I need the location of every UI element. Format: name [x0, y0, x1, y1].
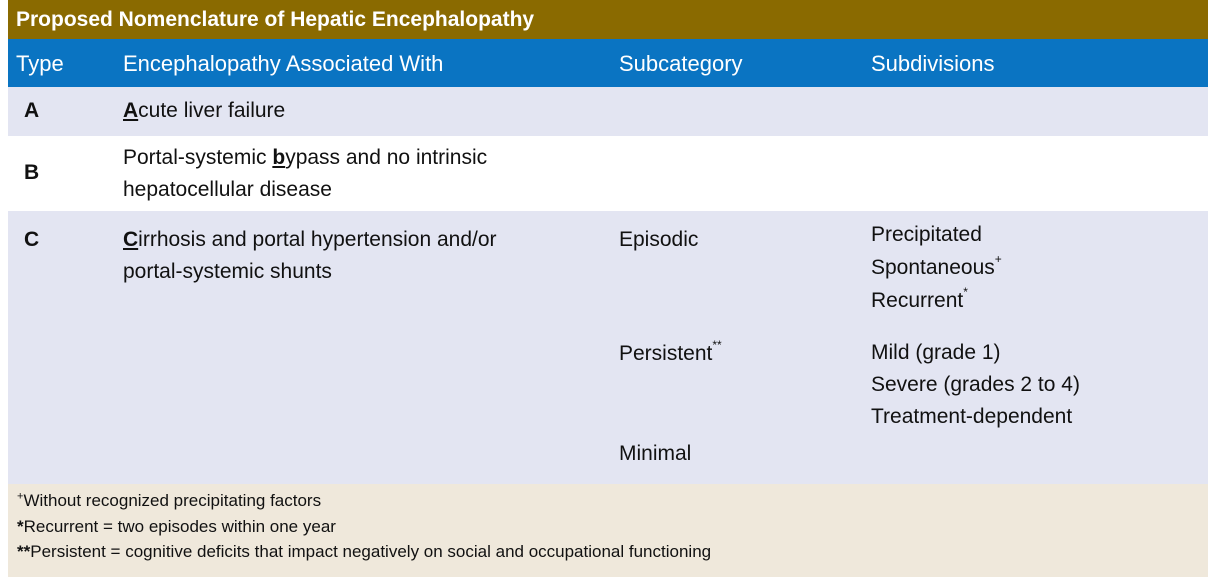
- footnote-plus: [17, 490, 321, 512]
- subdivision-treatment-dependent: Treatment-dependent: [871, 405, 1073, 428]
- subdivision-mild: Mild (grade 1): [871, 341, 1001, 364]
- subdivision-spontaneous-mark: +: [994, 252, 1002, 266]
- table-row-b: [8, 136, 1208, 211]
- footnote-star: [17, 516, 336, 538]
- footnote-double-star: [17, 541, 711, 563]
- subdivision-recurrent: [871, 285, 968, 317]
- table-header-row: [8, 39, 1208, 87]
- subcategory-persistent-mark: **: [712, 338, 722, 352]
- associated-a-text: cute liver failure: [138, 99, 286, 122]
- table-footnotes: [8, 484, 1208, 577]
- associated-c-initial: C: [123, 228, 139, 251]
- subdivision-precipitated: Precipitated: [871, 223, 982, 246]
- subdivision-spontaneous-text: Spontaneous: [871, 256, 995, 279]
- footnote-star-mark: *: [17, 517, 24, 536]
- type-a: A: [24, 99, 40, 122]
- header-subcategory: Subcategory: [619, 51, 743, 76]
- footnote-double-star-text: Persistent = cognitive deficits that impact negatively on social and occupational functioning: [30, 542, 712, 561]
- associated-b: [123, 142, 487, 206]
- header-subdivisions: Subdivisions: [871, 51, 995, 76]
- table-row-a: [8, 87, 1208, 136]
- footnote-plus-text: Without recognized precipitating factors: [23, 491, 322, 510]
- associated-a: [123, 95, 285, 127]
- subdivision-recurrent-mark: *: [963, 285, 968, 299]
- subdivision-spontaneous: [871, 252, 1002, 284]
- associated-c-text: irrhosis and portal hypertension and/or: [138, 228, 497, 251]
- associated-a-initial: A: [123, 99, 139, 122]
- associated-b-initial: b: [272, 146, 286, 169]
- header-type: Type: [16, 51, 64, 76]
- footnote-double-star-mark: **: [17, 542, 31, 561]
- header-associated-with: Encephalopathy Associated With: [123, 51, 444, 76]
- subcategory-persistent: [619, 338, 722, 370]
- table-row-c: [8, 211, 1208, 484]
- footnote-plus-mark: +: [17, 490, 24, 503]
- footnote-star-text: Recurrent = two episodes within one year: [23, 517, 336, 536]
- associated-b-line2: hepatocellular disease: [123, 178, 332, 201]
- associated-b-text: ypass and no intrinsic: [285, 146, 488, 169]
- associated-b-line1: [123, 142, 487, 174]
- table-title: Proposed Nomenclature of Hepatic Encephalopathy: [8, 0, 1208, 39]
- type-b: B: [24, 161, 40, 184]
- associated-c-line1: [123, 224, 497, 256]
- subcategory-persistent-text: Persistent: [619, 342, 713, 365]
- subcategory-minimal: Minimal: [619, 442, 692, 465]
- subdivision-recurrent-text: Recurrent: [871, 289, 964, 312]
- associated-c-line2: portal-systemic shunts: [123, 260, 332, 283]
- subdivision-severe: Severe (grades 2 to 4): [871, 373, 1080, 396]
- associated-c: [123, 224, 497, 288]
- nomenclature-table: [8, 0, 1208, 577]
- subcategory-episodic: Episodic: [619, 228, 699, 251]
- type-c: C: [24, 228, 40, 251]
- associated-b-pre: Portal-systemic: [123, 146, 273, 169]
